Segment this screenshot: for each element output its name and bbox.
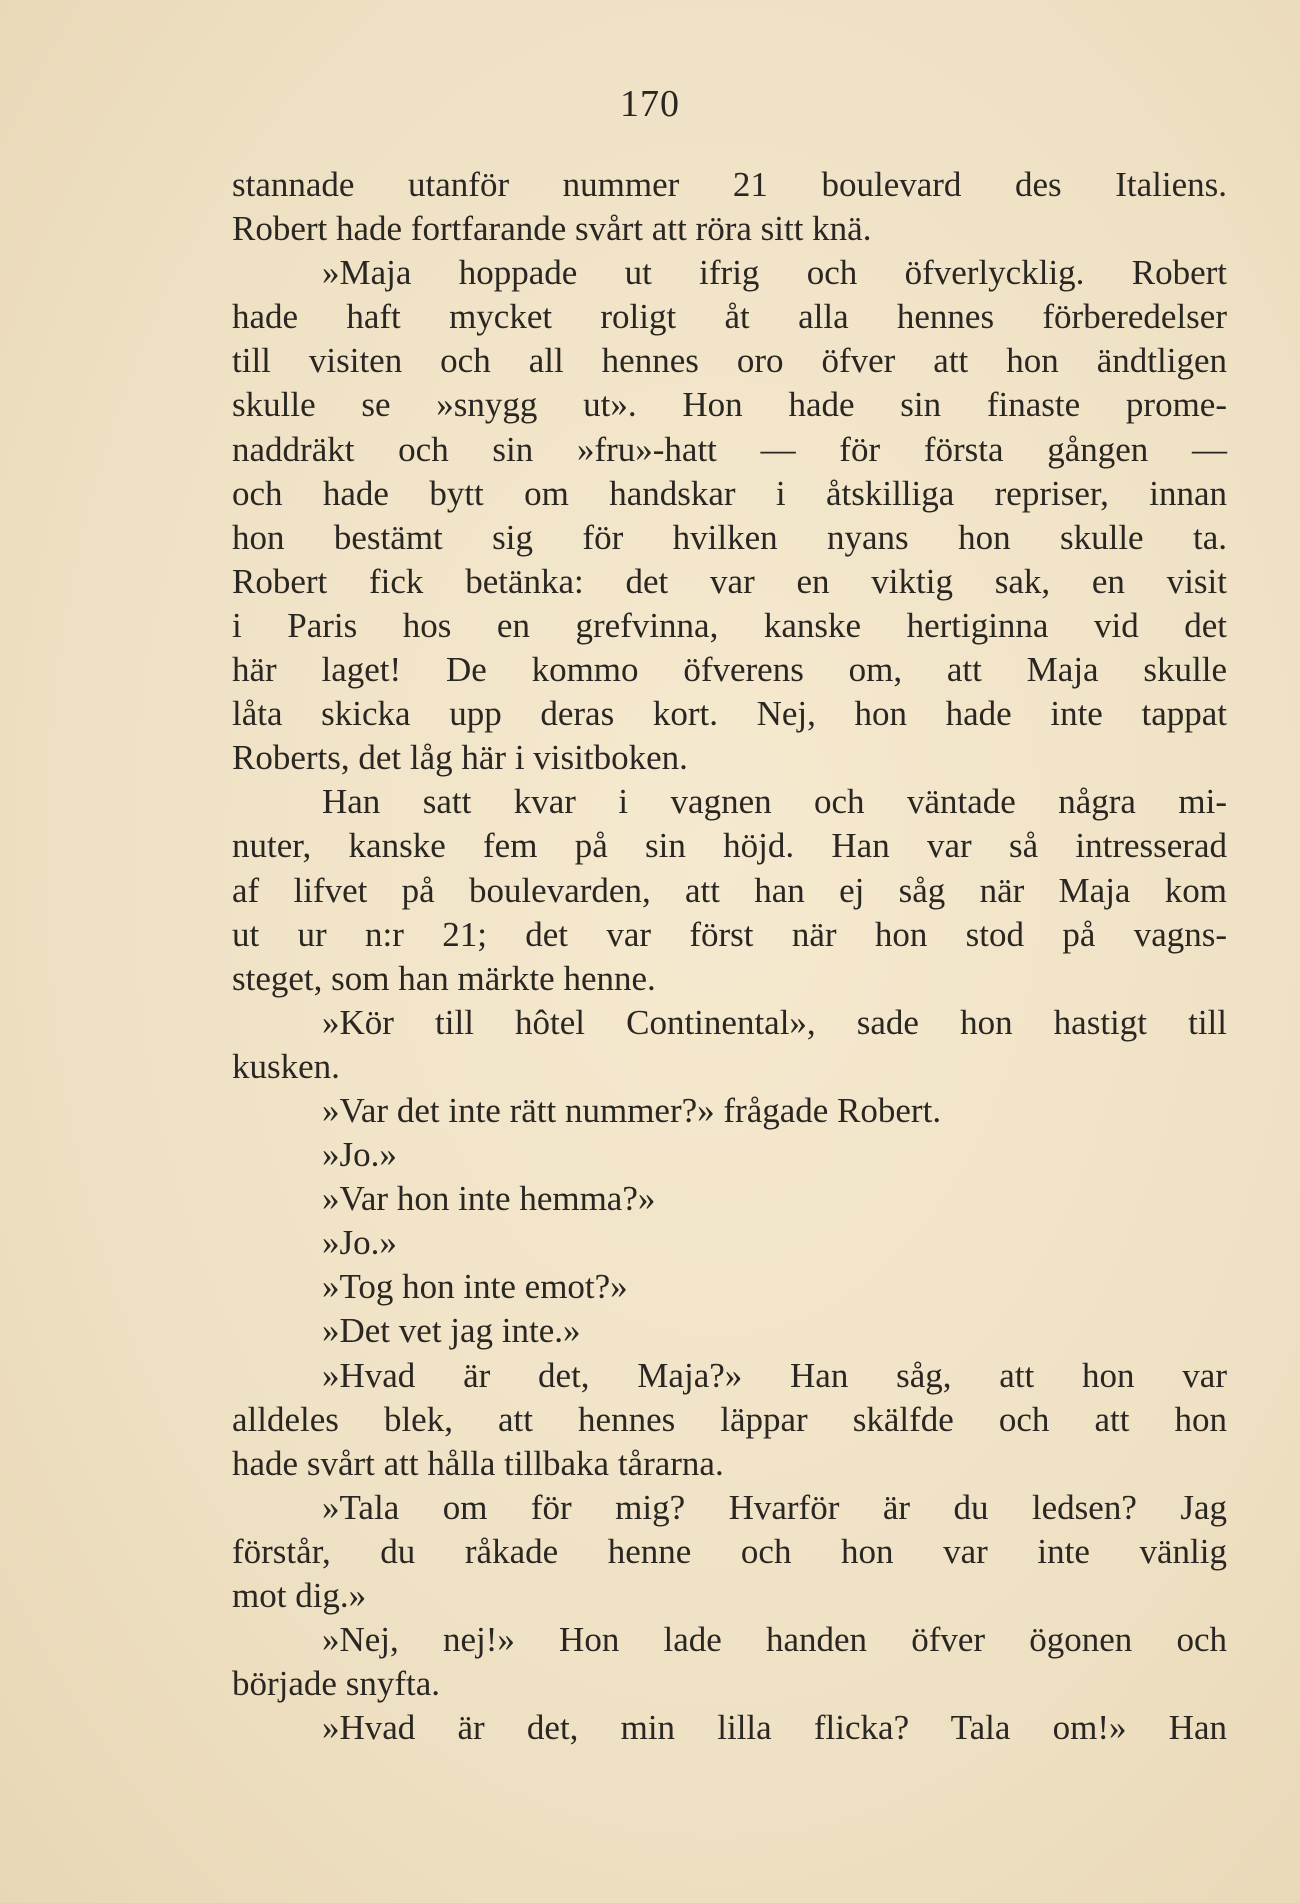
text-line: steget, som han märkte henne. <box>232 958 656 998</box>
text-line: låta skicka upp deras kort. Nej, hon hade inte tappat <box>232 694 1227 734</box>
text-line: »Hvad är det, min lilla flicka? Tala om!» Han <box>322 1708 1227 1748</box>
text-line: Han satt kvar i vagnen och väntade några mi- <box>322 782 1227 822</box>
text-line: »Var det inte rätt nummer?» frågade Robert. <box>322 1090 942 1130</box>
text-line: hade haft mycket roligt åt alla hennes förberedelser <box>232 297 1227 337</box>
text-line: hade svårt att hålla tillbaka tårarna. <box>232 1443 724 1483</box>
body-text <box>232 163 1227 1750</box>
text-line: af lifvet på boulevarden, att han ej såg när Maja kom <box>232 870 1227 910</box>
text-line: skulle se »snygg ut». Hon hade sin finaste prome- <box>232 385 1227 425</box>
text-line: »Tala om för mig? Hvarför är du ledsen? Jag <box>322 1487 1227 1527</box>
text-line: ut ur n:r 21; det var först när hon stod på vagns- <box>232 914 1227 954</box>
text-line: mot dig.» <box>232 1576 367 1615</box>
text-line: Robert fick betänka: det var en viktig sak, en visit <box>232 561 1227 601</box>
text-line: började snyfta. <box>232 1664 440 1704</box>
text-line: »Nej, nej!» Hon lade handen öfver ögonen och <box>322 1620 1227 1660</box>
text-line: och hade bytt om handskar i åtskilliga repriser, innan <box>232 473 1227 513</box>
text-line: naddräkt och sin »fru»-hatt — för första gången — <box>232 429 1227 469</box>
text-line: »Hvad är det, Maja?» Han såg, att hon var <box>322 1355 1227 1395</box>
text-line: stannade utanför nummer 21 boulevard des Italiens. <box>232 165 1227 204</box>
text-line: förstår, du råkade henne och hon var inte vänlig <box>232 1531 1227 1571</box>
text-line: »Var hon inte hemma?» <box>322 1179 656 1219</box>
text-line: »Jo.» <box>322 1223 397 1263</box>
text-line: här laget! De kommo öfverens om, att Maja skulle <box>232 650 1227 690</box>
text-line: »Kör till hôtel Continental», sade hon hastigt till <box>322 1002 1227 1042</box>
text-line: alldeles blek, att hennes läppar skälfde och att hon <box>232 1399 1227 1439</box>
text-line: »Jo.» <box>322 1135 397 1175</box>
text-line: kusken. <box>232 1046 340 1086</box>
text-line: »Maja hoppade ut ifrig och öfverlycklig. Robert <box>322 253 1227 293</box>
text-line: Robert hade fortfarande svårt att röra sitt knä. <box>232 209 872 249</box>
page-number: 170 <box>620 83 680 125</box>
text-line: »Tog hon inte emot?» <box>322 1267 628 1307</box>
text-line: »Det vet jag inte.» <box>322 1311 581 1351</box>
text-line: till visiten och all hennes oro öfver att hon ändtligen <box>232 341 1227 381</box>
text-line: Roberts, det låg här i visitboken. <box>232 738 688 778</box>
text-line: hon bestämt sig för hvilken nyans hon skulle ta. <box>232 517 1227 557</box>
text-line: nuter, kanske fem på sin höjd. Han var så intresserad <box>232 826 1227 866</box>
text-line: i Paris hos en grefvinna, kanske hertiginna vid det <box>232 605 1227 645</box>
